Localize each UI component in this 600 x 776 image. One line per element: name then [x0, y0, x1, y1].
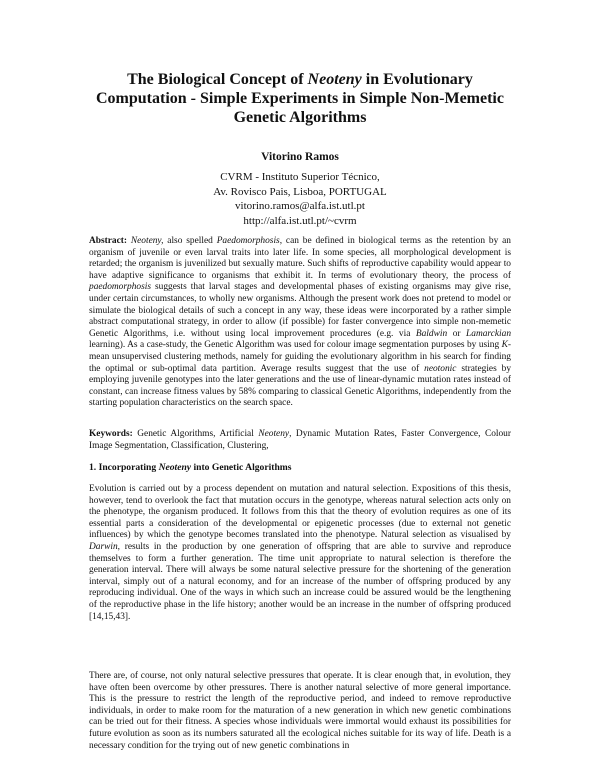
abstract	[89, 236, 511, 410]
affiliation-block	[0, 170, 600, 228]
keywords-label: Keywords:	[89, 429, 138, 439]
abstract-label: Abstract:	[89, 236, 131, 246]
abstract-text: also spelled	[163, 236, 217, 246]
section-heading-term: Neoteny	[158, 462, 192, 473]
keywords-term: Neoteny	[258, 429, 290, 439]
keywords-text: , Dynamic Mutation Rates, Faster Convergence, Colour Image Segmentation, Classification, Clustering,	[89, 429, 511, 451]
section-heading	[89, 462, 292, 473]
abstract-text: or	[447, 328, 467, 339]
body-paragraph	[89, 484, 511, 623]
keywords-text: Genetic Algorithms, Artificial	[137, 429, 259, 439]
title-text: The Biological Concept of	[127, 71, 308, 88]
abstract-term: Paedomorphosis	[216, 236, 280, 246]
keywords	[89, 429, 511, 452]
abstract-text: -mean unsupervised clustering methods, namely for guiding the evolutionary algorithm in his search for finding the optimal or sub-optimal data partition. Average results suggest that the use of	[89, 340, 511, 374]
section-heading-text: into Genetic Algorithms	[191, 462, 292, 473]
abstract-text: suggests that larval stages and developmental phases of existing organisms may give rise, under certain circumstances, to wholly new organisms. Although the present work does not pretend to model or simulate the biological details of such a concept in any way, these ideas were incorporated by a rather simple abstract computational strategy, in order to allow (if possible) for faster convergence into simple non-memetic Genetic Algorithms, i.e. without using local improvement procedures (e.g. via	[89, 282, 511, 339]
abstract-term: Lamarckian	[466, 328, 512, 339]
affiliation-line: CVRM - Instituto Superior Técnico,	[220, 171, 380, 183]
paragraph-text: Evolution is carried out by a process dependent on mutation and natural selection. Expositions of this thesis, however, tend to overlook the fact that mutation occurs in the genotype, whereas natural selection acts only on the phenotype, the organism produced. It follows from this that the theory of evolution requires as one of its essential parts a consideration of the developmental or epigenetic processes (due to external not genetic influences) by which the genotype becomes translated into the phenotype. Natural selection as visualised by	[89, 484, 511, 541]
body-paragraph: There are, of course, not only natural selective pressures that operate. It is clear enough that, in evolution, they have often been overcome by other pressures. There is another natural selective of more general importance. This is the pressure to restrict the length of the reproductive period, and indeed to remove reproductive individuals, in order to make room for the maturation of a new generation in which new genetic combinations can be tried out for their fitness. A species whose individuals were immortal would exhaust its possibilities for future evolution as soon as its numbers saturated all the ecological niches suitable for its way of life. Death is a necessary condition for the trying out of new genetic combinations in	[89, 671, 511, 751]
author-url: http://alfa.ist.utl.pt/~cvrm	[243, 214, 357, 227]
abstract-term: paedomorphosis	[89, 282, 151, 293]
abstract-term: neotonic	[424, 363, 457, 374]
paragraph-term: Darwin	[89, 541, 118, 552]
abstract-term: Neoteny,	[130, 236, 164, 246]
abstract-term: Baldwin	[415, 328, 448, 339]
abstract-text: strategies by employing juvenile genotypes into the later generations and the use of linear-dynamic mutation rates instead of constant, can increase fitness values by 58% comparing to classical Genetic Algorithms, independently from the starting population characteristics on the search space.	[89, 363, 512, 409]
section-heading-text: 1. Incorporating	[89, 462, 159, 473]
abstract-term: K	[501, 340, 508, 351]
affiliation-line: Av. Rovisco Pais, Lisboa, PORTUGAL	[213, 185, 387, 198]
author-email: vitorino.ramos@alfa.ist.utl.pt	[235, 200, 365, 212]
paper-title	[80, 70, 520, 127]
paragraph-text: , results in the production by one generation of offspring that are able to survive and reproduce themselves to form a further generation. The time unit appropriate to natural selection is therefore the generation interval. There will always be some natural selective pressure for the shortening of the generation interval, simply out of a natural economy, and for an increase of the number of offspring produced by any reproducing individual. One of the ways in which such an increase could be assured would be the lengthening of the reproductive phase in the life history; another would be an increase in the number of offspring produced [14,15,43].	[89, 541, 511, 622]
author-name: Vitorino Ramos	[261, 151, 339, 163]
abstract-text: , can be defined in biological terms as the retention by an organism of juvenile or even larval traits into later life. In some species, all morphological development is retarded; the organism is juvenilized but sexually mature. Such shifts of reproductive capability would appear to have adaptive significance to organisms that exhibit it. In terms of evolutionary theory, the process of	[89, 236, 511, 281]
abstract-text: learning). As a case-study, the Genetic Algorithm was used for colour image segmentation purposes by using	[89, 340, 502, 351]
title-italic-term: Neoteny	[307, 71, 362, 88]
title-text-rest: in Evolutionary Computation - Simple Experiments in Simple Non-Memetic Genetic Algorithms	[96, 71, 504, 126]
